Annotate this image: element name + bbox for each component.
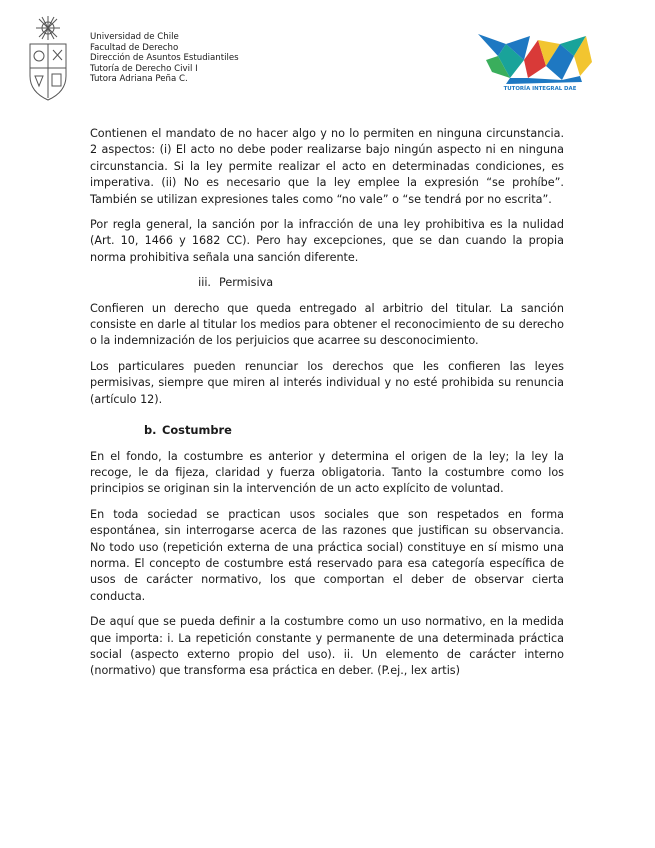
subheading-number: iii.: [198, 276, 211, 290]
paragraph-permisiva-renuncia: Los particulares pueden renunciar los derechos que les confieren las leyes permisivas, siempre que miren al interés individual y no esté prohibida su renuncia (artículo 12).: [90, 359, 564, 406]
header-line-faculty: Facultad de Derecho: [90, 42, 179, 53]
logo-caption: TUTORÍA INTEGRAL DAE: [503, 86, 577, 92]
university-crest-icon: [22, 14, 74, 102]
header-line-tutoring: Tutoría de Derecho Civil I: [90, 63, 198, 74]
paragraph-costumbre-origen: En el fondo, la costumbre es anterior y determina el origen de la ley; la ley la recoge, le da fijeza, claridad y fuerza obligatoria. Tanto la costumbre como los principios se originan sin la intervención de un acto explícito de voluntad.: [90, 449, 564, 496]
section-label: Costumbre: [162, 423, 232, 438]
section-number: b.: [144, 423, 157, 438]
paragraph-prohibitiva-sancion: Por regla general, la sanción por la infracción de una ley prohibitiva es la nulidad (Art. 10, 1466 y 1682 CC). Pero hay excepciones, que se dan cuando la propia norma prohibitiva señala una sanción diferente.: [90, 218, 564, 264]
subheading-permisiva: [90, 275, 564, 291]
header-line-university: Universidad de Chile: [90, 32, 179, 42]
tutoria-integral-logo-icon: [476, 26, 596, 92]
header-institution-block: [90, 32, 239, 85]
header-line-direction: Dirección de Asuntos Estudiantiles: [90, 53, 239, 64]
paragraph-costumbre-definicion: De aquí que se pueda definir a la costumbre como un uso normativo, en la medida que importa: i. La repetición constante y permanente de una determinada práctica social (aspecto externo propio del uso). ii. Un elemento de carácter interno (normativo) que transforma esa práctica en deber. (P.ej., lex artis): [90, 615, 564, 678]
main-content: [90, 126, 564, 689]
paragraph-prohibitiva-definition: Contienen el mandato de no hacer algo y no lo permiten en ninguna circunstancia. 2 aspectos: (i) El acto no debe poder realizarse bajo ningún aspecto ni en ninguna circunstancia. Si la ley permite realizar el acto en determinadas condiciones, es imperativa. (ii) No es necesario que la ley emplee la expresión “se prohíbe”. También se utilizan expresiones tales como “no vale” o “se tendrá por no escrita”.: [90, 127, 564, 206]
paragraph-costumbre-usos: En toda sociedad se practican usos sociales que son respetados en forma espontánea, sin interrogarse acerca de las razones que justifican su observancia. No todo uso (repetición externa de una práctica social) constituye en sí mismo una norma. El concepto de costumbre está reservado para esa categoría específica de usos de carácter normativo, los que comportan el deber de observar cierta conducta.: [90, 507, 564, 603]
paragraph-permisiva-definition: Confieren un derecho que queda entregado al arbitrio del titular. La sanción consiste en darle al titular los medios para obtener el reconocimiento de su derecho o la indemnización de los perjuicios que acarree su desconocimiento.: [90, 301, 564, 348]
section-heading-costumbre: [90, 422, 564, 438]
subheading-label: Permisiva: [219, 276, 274, 290]
header-line-tutor: Tutora Adriana Peña C.: [90, 74, 188, 85]
